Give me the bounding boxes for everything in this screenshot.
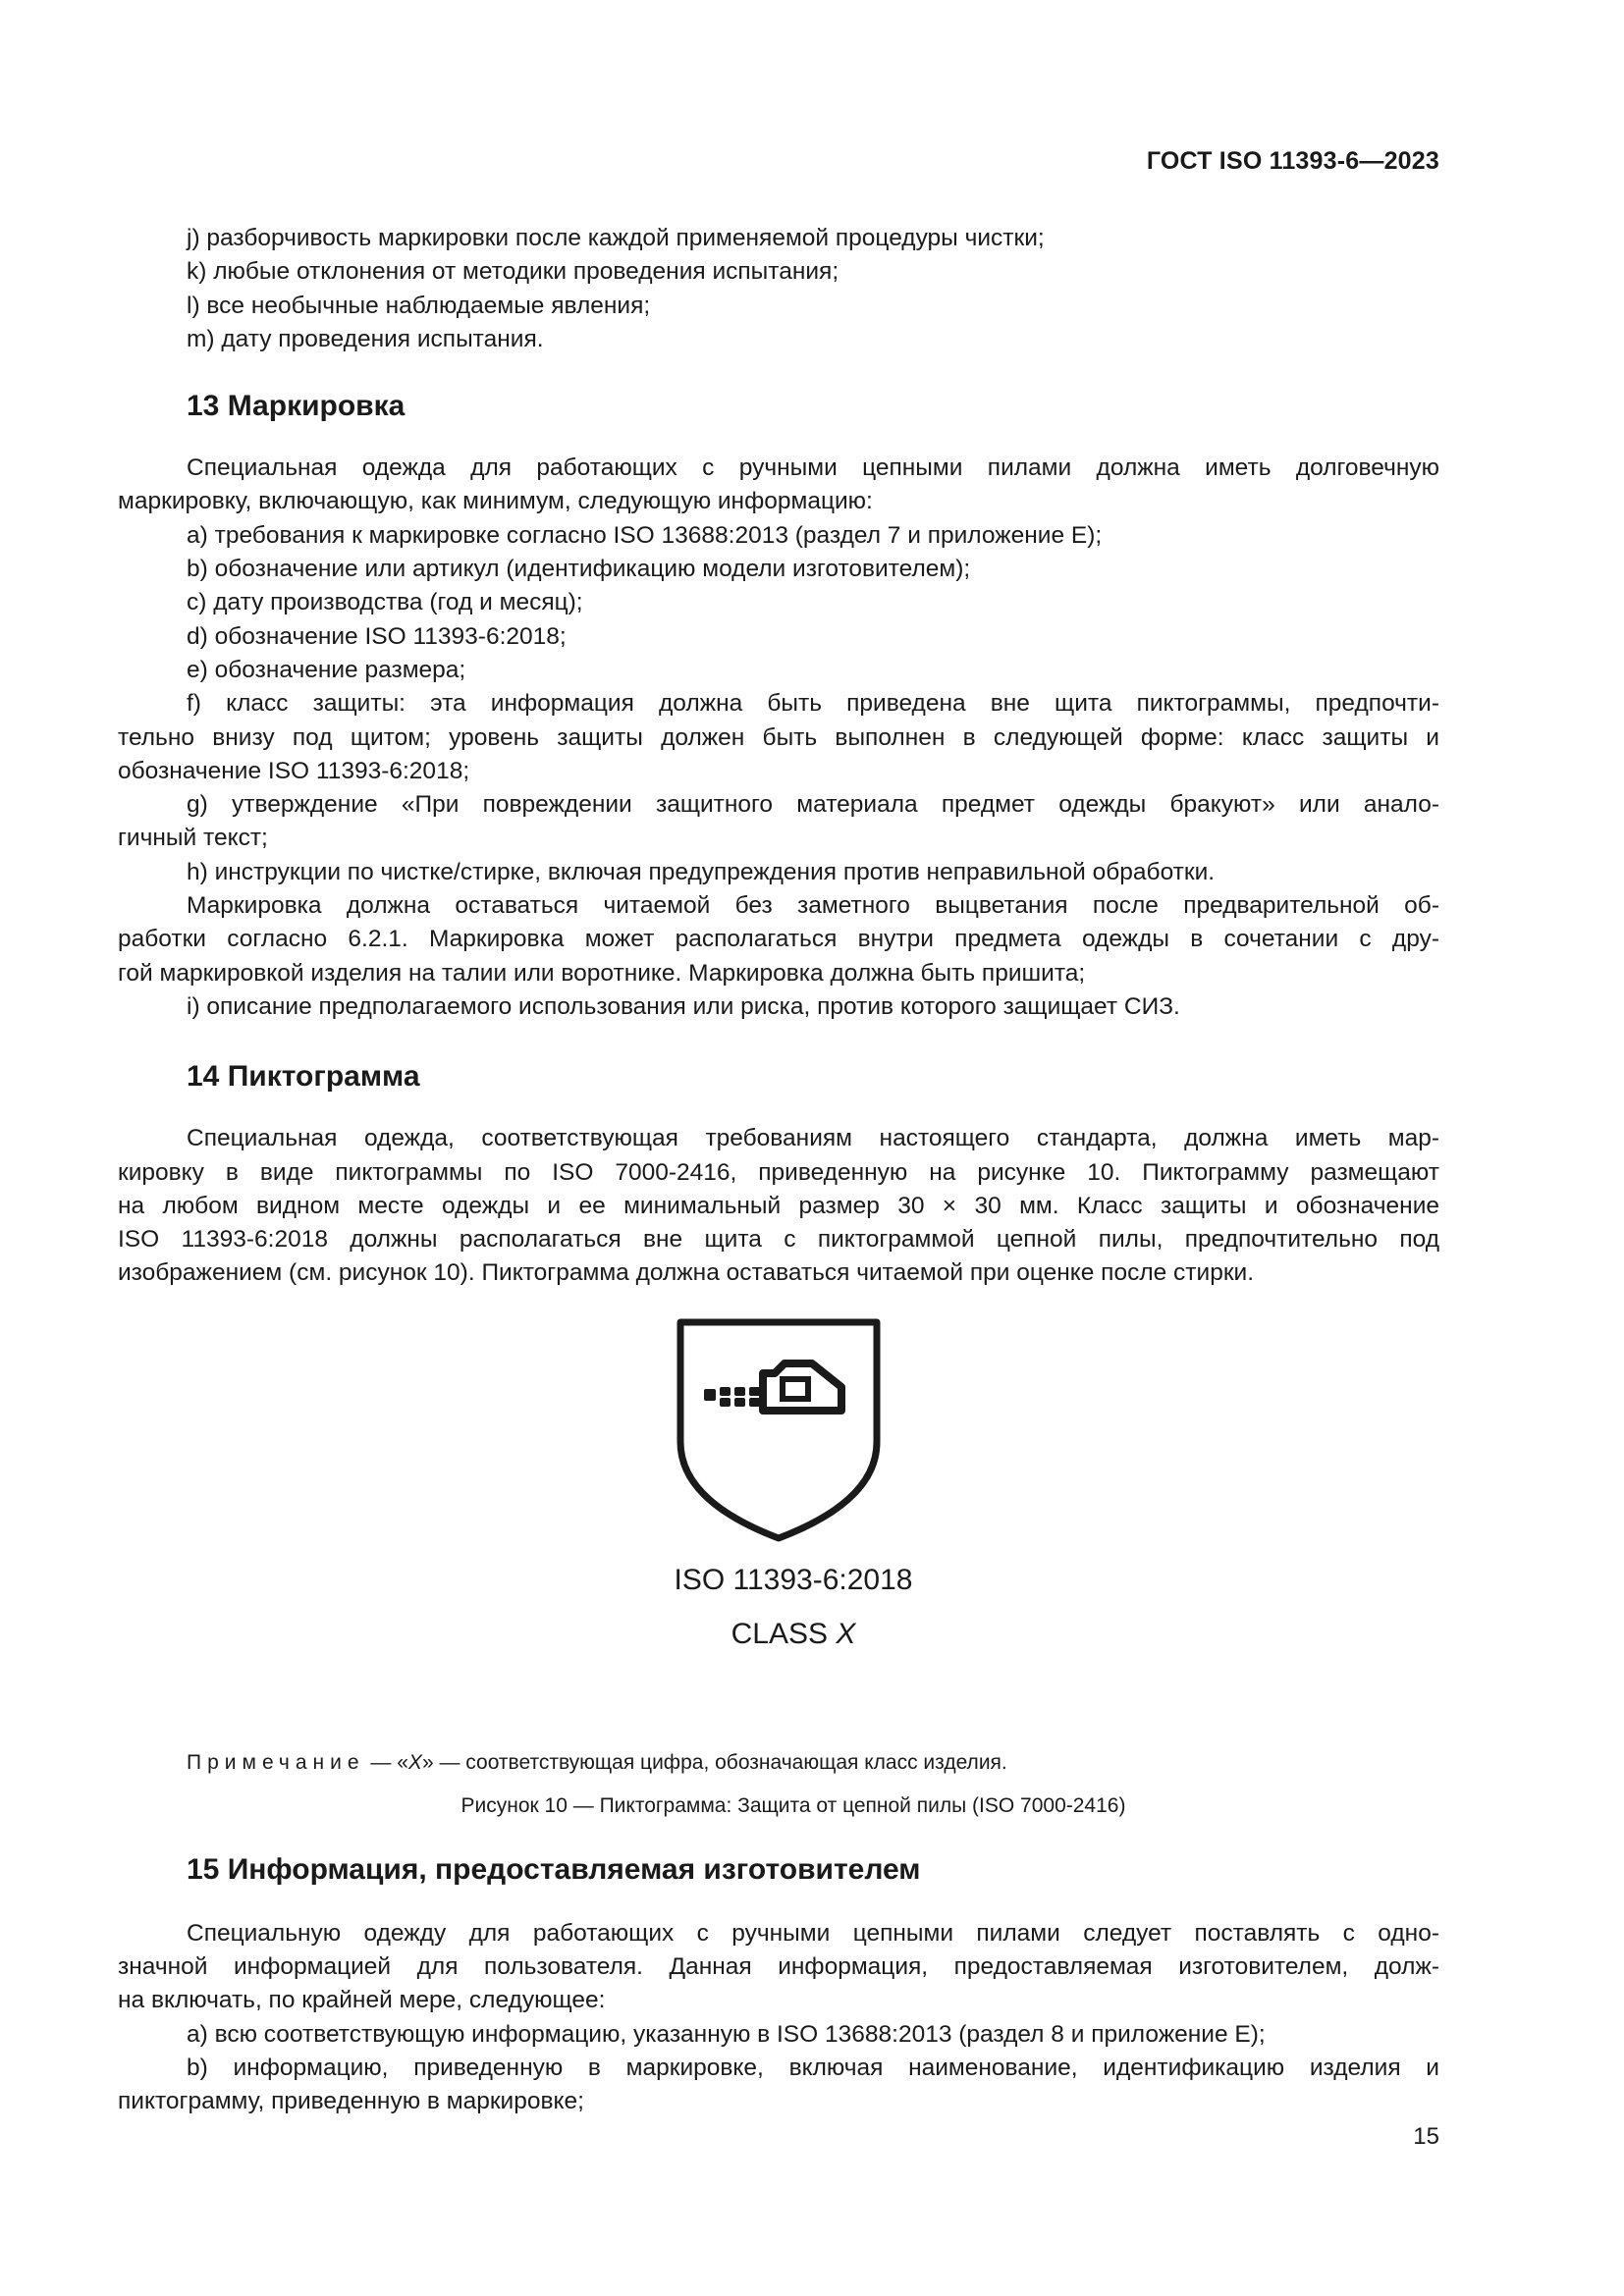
- section-13-intro-cont: маркировку, включающую, как минимум, следующую информацию:: [118, 488, 873, 515]
- marking-paragraph: Маркировка должна оставаться читаемой без заметного выцветания после предварительной об-: [187, 892, 1439, 920]
- list-item: l) все необычные наблюдаемые явления;: [187, 292, 651, 319]
- section-13-intro: Специальная одежда для работающих с ручными цепными пилами должна иметь долговечную: [187, 454, 1439, 482]
- figure-10: [118, 1316, 1439, 1748]
- note-dash: — «: [364, 1750, 408, 1774]
- list-item-g: g) утверждение «При повреждении защитного материала предмет одежды бракуют» или анало-: [187, 791, 1439, 819]
- note-text: » — соответствующая цифра, обозначающая класс изделия.: [421, 1750, 1007, 1774]
- figure-standard-label: ISO 11393-6:2018: [674, 1563, 913, 1596]
- list-item: m) дату проведения испытания.: [187, 325, 544, 352]
- section-14-text-cont: изображением (см. рисунок 10). Пиктограмма должна оставаться читаемой при оценке после стирки.: [118, 1259, 1255, 1287]
- list-item-a: a) всю соответствующую информацию, указанную в ISO 13688:2013 (раздел 8 и приложение E);: [187, 2020, 1266, 2048]
- list-item: a) требования к маркировке согласно ISO 13688:2013 (раздел 7 и приложение E);: [187, 521, 1103, 549]
- note-label: Примечание: [187, 1750, 365, 1774]
- list-item: b) обозначение или артикул (идентификацию модели изготовителем);: [187, 556, 971, 583]
- class-prefix: CLASS: [731, 1617, 829, 1650]
- note-variable: X: [407, 1750, 422, 1774]
- page-content: [118, 222, 1439, 2119]
- section-15-text: Специальную одежду для работающих с ручными цепными пилами следует поставлять с одно-: [187, 1919, 1439, 1947]
- section-14-title: 14 Пиктограмма: [187, 1060, 420, 1094]
- section-14-text-cont: на любом видном месте одежды и ее минимальный размер 30 × 30 мм. Класс защиты и обозначение: [118, 1192, 1439, 1219]
- list-item: c) дату производства (год и месяц);: [187, 589, 583, 616]
- document-id: ГОСТ ISO 11393-6—2023: [1146, 147, 1439, 175]
- figure-note: [118, 1748, 1439, 1778]
- section-13-title: 13 Маркировка: [187, 390, 406, 423]
- list-item: d) обозначение ISO 11393-6:2018;: [187, 622, 567, 650]
- section-14-text-cont: ISO 11393-6:2018 должны располагаться вне щита с пиктограммой цепной пилы, предпочтительно под: [118, 1226, 1439, 1254]
- list-item-g-cont: гичный текст;: [118, 825, 268, 852]
- section-15-title: 15 Информация, предоставляемая изготовителем: [187, 1852, 921, 1886]
- section-14-text: Специальная одежда, соответствующая требованиям настоящего стандарта, должна иметь мар-: [187, 1125, 1439, 1152]
- list-item-f-cont: обозначение ISO 11393-6:2018;: [118, 757, 470, 784]
- list-item-f: f) класс защиты: эта информация должна быть приведена вне щита пиктограммы, предпочти-: [187, 690, 1439, 718]
- page-number: 15: [1413, 2123, 1439, 2150]
- marking-paragraph-cont: работки согласно 6.2.1. Маркировка может располагаться внутри предмета одежды в сочетании с дру-: [118, 926, 1439, 953]
- list-item-f-cont: тельно внизу под щитом; уровень защиты должен быть выполнен в следующей форме: класс защиты и: [118, 723, 1439, 751]
- list-item-i: i) описание предполагаемого использования или риска, против которого защищает СИЗ.: [187, 992, 1180, 1020]
- section-14-text-cont: кировку в виде пиктограммы по ISO 7000-2416, приведенную на рисунке 10. Пиктограмму размещают: [118, 1158, 1439, 1186]
- list-item-h: h) инструкции по чистке/стирке, включая предупреждения против неправильной обработки.: [187, 858, 1216, 885]
- class-variable: X: [836, 1617, 856, 1650]
- list-item: j) разборчивость маркировки после каждой применяемой процедуры чистки;: [187, 225, 1045, 251]
- figure-caption: Рисунок 10 — Пиктограмма: Защита от цепной пилы (ISO 7000-2416): [460, 1793, 1126, 1817]
- figure-class-label: [118, 1618, 1439, 1651]
- list-item-b: b) информацию, приведенную в маркировке, включая наименование, идентификацию изделия и: [187, 2054, 1439, 2081]
- section-15-text-cont: значной информацией для пользователя. Данная информация, предоставляемая изготовителем, долж-: [118, 1953, 1439, 1981]
- chainsaw-shield-icon: [675, 1316, 883, 1544]
- list-item-b-cont: пиктограмму, приведенную в маркировке;: [118, 2088, 584, 2115]
- marking-paragraph-cont: гой маркировкой изделия на талии или воротнике. Маркировка должна быть пришита;: [118, 959, 1086, 987]
- section-15-text-cont: на включать, по крайней мере, следующее:: [118, 1987, 606, 2014]
- list-item: k) любые отклонения от методики проведения испытания;: [187, 258, 839, 286]
- list-item: e) обозначение размера;: [187, 656, 466, 683]
